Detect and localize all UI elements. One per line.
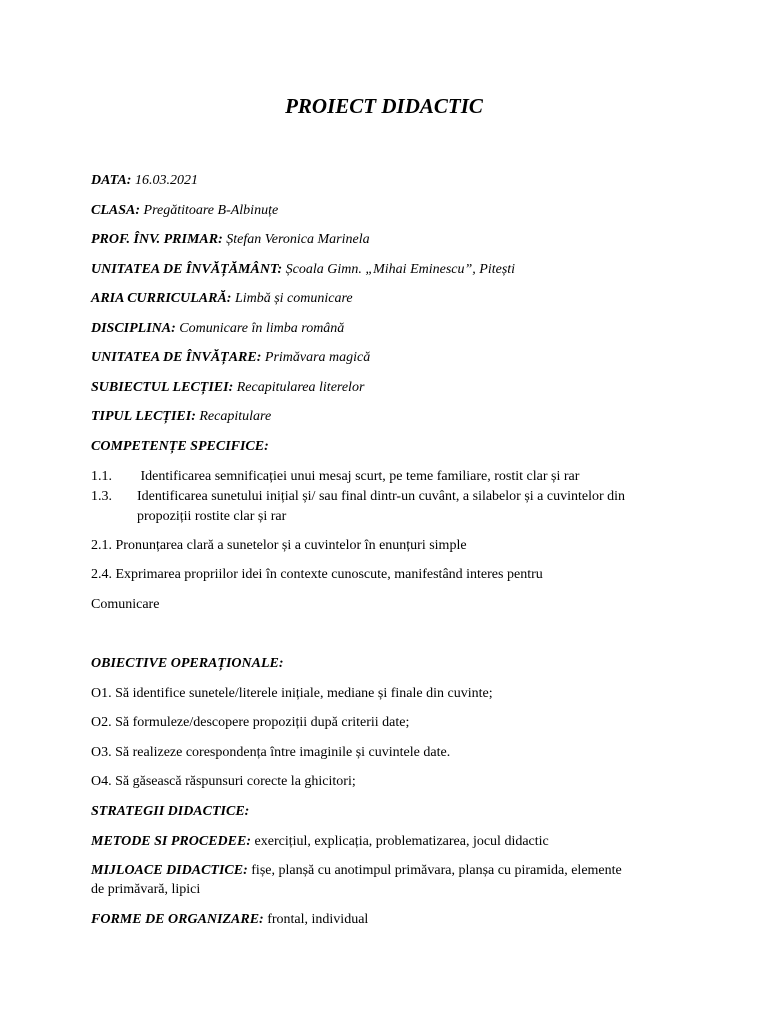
field-value: Comunicare în limba română: [175, 321, 345, 336]
field-label: DISCIPLINA:: [91, 321, 176, 336]
field-subiectul: [91, 379, 364, 396]
field-label: SUBIECTUL LECȚIEI:: [91, 380, 234, 395]
field-label: PROF. ÎNV. PRIMAR:: [91, 232, 223, 247]
methods-value: exercițiul, explicația, problematizarea, jocul didactic: [251, 834, 549, 849]
field-label: DATA:: [91, 173, 132, 188]
competency-2-4-continuation: Comunicare: [91, 597, 160, 612]
field-value: Școala Gimn. „Mihai Eminescu”, Pitești: [282, 262, 516, 277]
field-value: Primăvara magică: [261, 350, 371, 365]
materials-continuation: de primăvară, lipici: [91, 882, 201, 897]
objectives-heading: OBIECTIVE OPERAȚIONALE:: [91, 656, 284, 671]
competency-text: Identificarea semnificației unui mesaj scurt, pe teme familiare, rostit clar și rar: [137, 469, 580, 484]
field-value: Ștefan Veronica Marinela: [222, 232, 370, 247]
field-value: Recapitularea literelor: [233, 380, 365, 395]
forms-value: frontal, individual: [263, 912, 369, 927]
field-label: CLASA:: [91, 203, 141, 218]
methods-line: [91, 833, 549, 850]
field-label: TIPUL LECȚIEI:: [91, 409, 196, 424]
competency-number: 1.3.: [91, 489, 112, 504]
competency-item: [91, 488, 625, 505]
field-label: UNITATEA DE ÎNVĂȚĂMÂNT:: [91, 262, 283, 277]
competency-2-4: 2.4. Exprimarea propriilor idei în contexte cunoscute, manifestând interes pentru: [91, 567, 543, 582]
competency-2-1: 2.1. Pronunțarea clară a sunetelor și a cuvintelor în enunțuri simple: [91, 538, 467, 553]
field-label: ARIA CURRICULARĂ:: [91, 291, 232, 306]
field-disciplina: [91, 320, 344, 337]
field-aria-curriculara: [91, 290, 353, 307]
field-value: Limbă și comunicare: [231, 291, 353, 306]
field-value: 16.03.2021: [131, 173, 198, 188]
competencies-heading: COMPETENȚE SPECIFICE:: [91, 439, 269, 454]
materials-label: MIJLOACE DIDACTICE:: [91, 863, 248, 878]
objective-item: O4. Să găsească răspunsuri corecte la ghicitori;: [91, 774, 356, 789]
field-prof: [91, 231, 370, 248]
objective-item: O1. Să identifice sunetele/literele inițiale, mediane și finale din cuvinte;: [91, 686, 493, 701]
objective-item: O2. Să formuleze/descopere propoziții după criterii date;: [91, 715, 410, 730]
document-title: PROIECT DIDACTIC: [285, 94, 483, 118]
field-label: UNITATEA DE ÎNVĂȚARE:: [91, 350, 262, 365]
field-value: Recapitulare: [195, 409, 272, 424]
competency-number: 1.1.: [91, 469, 112, 484]
field-value: Pregătitoare B-Albinuțe: [140, 203, 279, 218]
materials-line: [91, 862, 622, 879]
field-unitatea-invatamant: [91, 261, 515, 278]
competency-text: Identificarea sunetului inițial și/ sau final dintr-un cuvânt, a silabelor și a cuvintelor din: [137, 489, 626, 504]
forms-line: [91, 911, 368, 928]
field-clasa: [91, 202, 278, 219]
field-data: [91, 172, 198, 189]
objective-item: O3. Să realizeze corespondența între imaginile și cuvintele date.: [91, 745, 451, 760]
field-tipul: [91, 408, 271, 425]
field-unitatea-invatare: [91, 349, 370, 366]
materials-value: fișe, planșă cu anotimpul primăvara, planșa cu piramida, elemente: [247, 863, 622, 878]
competency-text-continuation: propoziții rostite clar și rar: [137, 509, 287, 524]
forms-label: FORME DE ORGANIZARE:: [91, 912, 264, 927]
strategies-heading: STRATEGII DIDACTICE:: [91, 804, 250, 819]
competency-item: [91, 468, 579, 485]
methods-label: METODE SI PROCEDEE:: [91, 834, 252, 849]
